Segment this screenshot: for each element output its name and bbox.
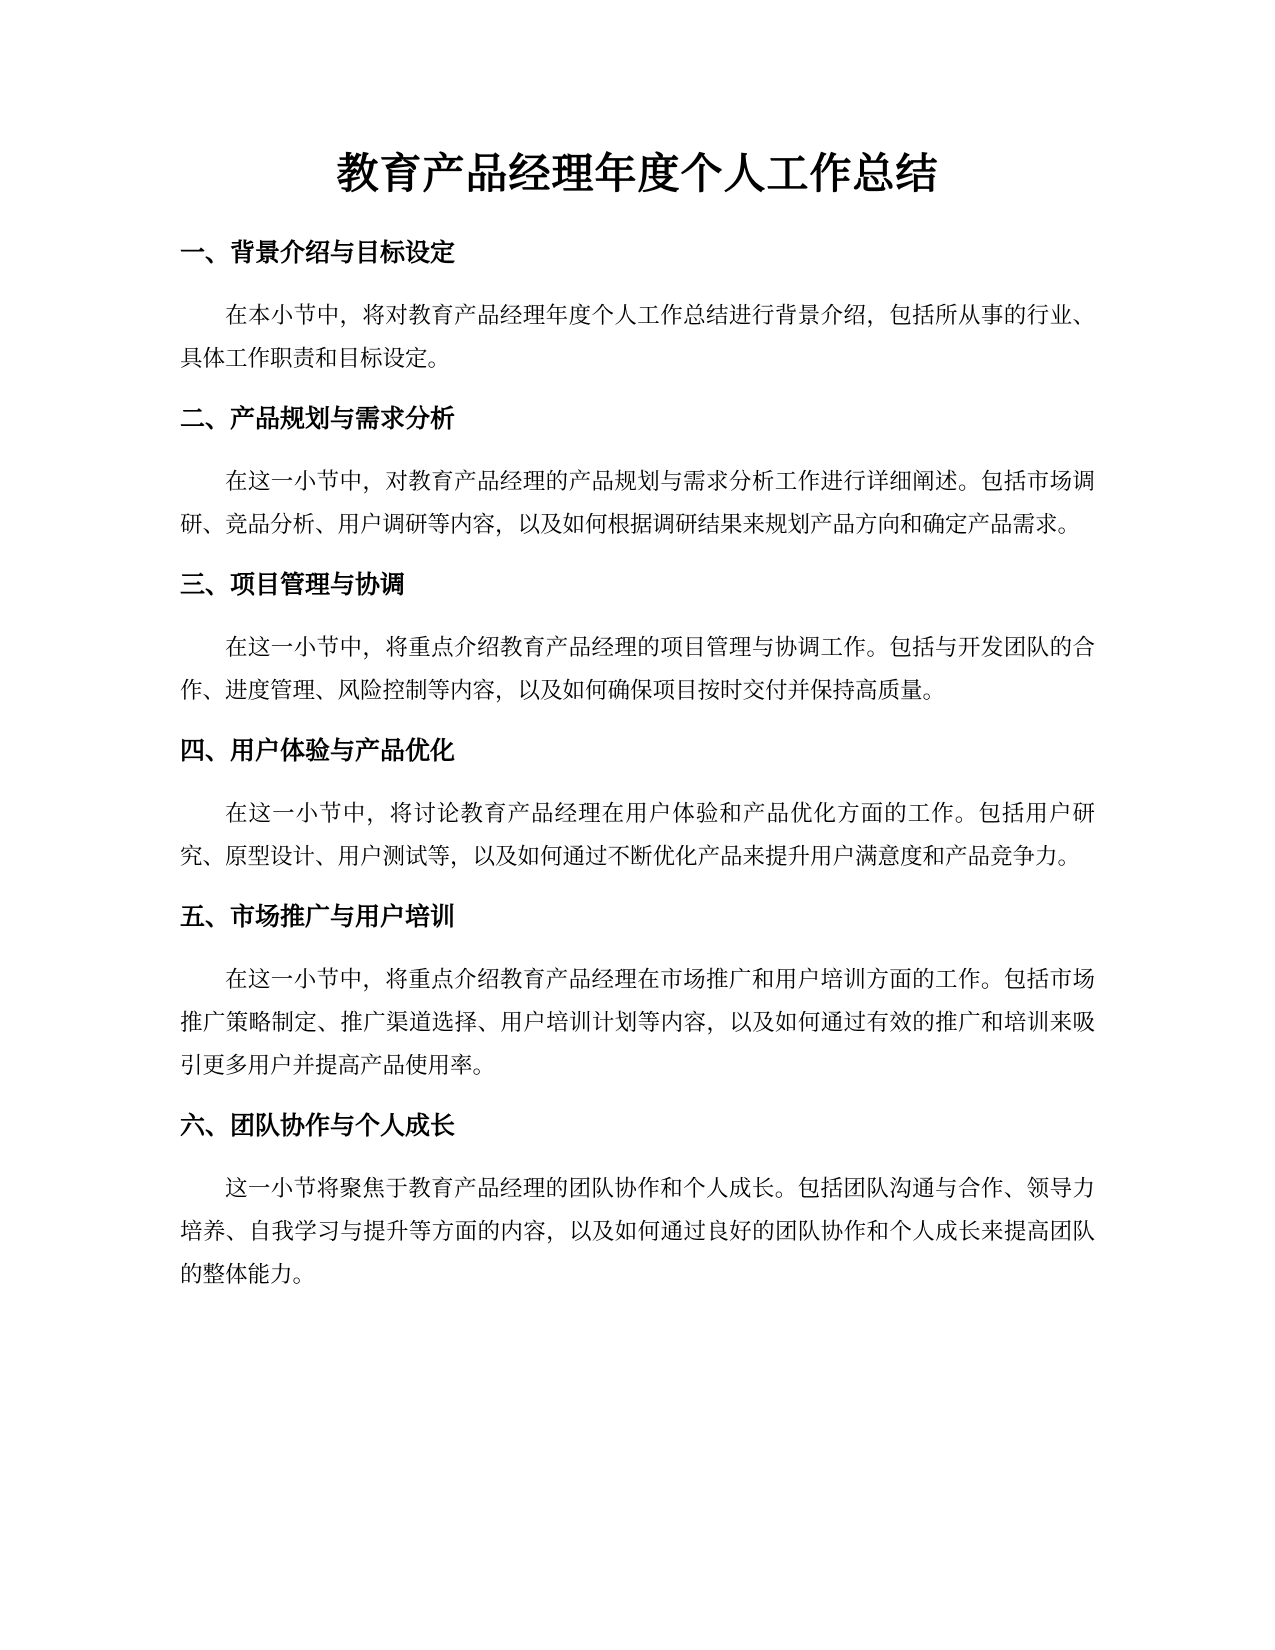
section-1: [180, 235, 1095, 381]
section-5: [180, 899, 1095, 1088]
section-4: [180, 733, 1095, 879]
section-paragraph: 这一小节将聚焦于教育产品经理的团队协作和个人成长。包括团队沟通与合作、领导力培养、自我学习与提升等方面的内容，以及如何通过良好的团队协作和个人成长来提高团队的整体能力。: [180, 1176, 1095, 1288]
section-2: [180, 401, 1095, 547]
section-6: [180, 1108, 1095, 1297]
section-heading: 四、用户体验与产品优化: [180, 736, 456, 765]
section-3: [180, 567, 1095, 713]
section-paragraph: 在这一小节中，将重点介绍教育产品经理的项目管理与协调工作。包括与开发团队的合作、进度管理、风险控制等内容，以及如何确保项目按时交付并保持高质量。: [180, 635, 1095, 704]
section-heading: 五、市场推广与用户培训: [180, 902, 456, 931]
section-heading: 一、背景介绍与目标设定: [180, 238, 456, 267]
document-page: [180, 138, 1095, 1317]
section-heading: 三、项目管理与协调: [180, 570, 406, 599]
section-paragraph: 在这一小节中，将讨论教育产品经理在用户体验和产品优化方面的工作。包括用户研究、原型设计、用户测试等，以及如何通过不断优化产品来提升用户满意度和产品竞争力。: [180, 801, 1095, 870]
section-paragraph: 在这一小节中，对教育产品经理的产品规划与需求分析工作进行详细阐述。包括市场调研、竞品分析、用户调研等内容，以及如何根据调研结果来规划产品方向和确定产品需求。: [180, 469, 1095, 538]
document-title: 教育产品经理年度个人工作总结: [336, 149, 939, 198]
section-paragraph: 在这一小节中，将重点介绍教育产品经理在市场推广和用户培训方面的工作。包括市场推广策略制定、推广渠道选择、用户培训计划等内容，以及如何通过有效的推广和培训来吸引更多用户并提高产品使用率。: [180, 967, 1095, 1079]
section-paragraph: 在本小节中，将对教育产品经理年度个人工作总结进行背景介绍，包括所从事的行业、具体工作职责和目标设定。: [180, 303, 1095, 372]
section-heading: 六、团队协作与个人成长: [180, 1111, 456, 1140]
section-heading: 二、产品规划与需求分析: [180, 404, 456, 433]
